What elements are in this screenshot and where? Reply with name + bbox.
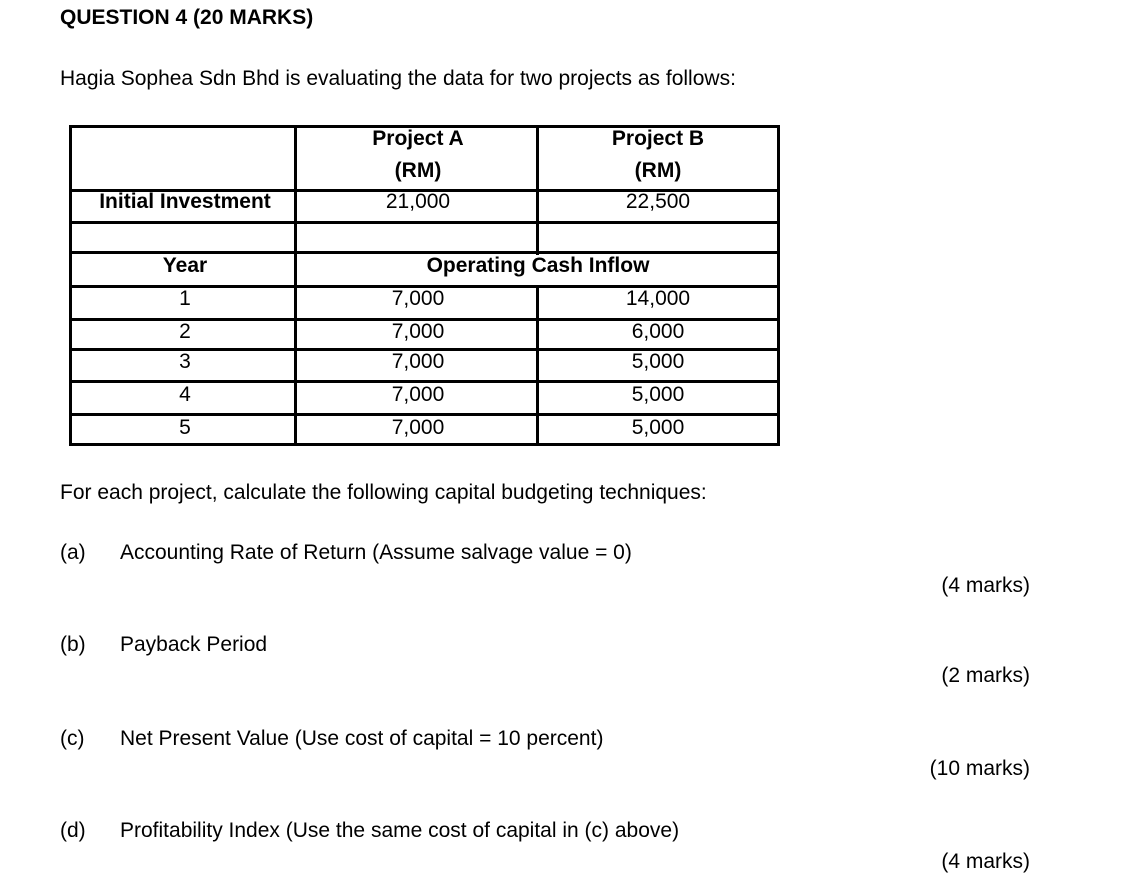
initial-investment-b: 22,500 — [625, 190, 691, 213]
question-title: QUESTION 4 (20 MARKS) — [60, 6, 314, 29]
cash-inflow-a: 7,000 — [391, 416, 445, 439]
part-c-marks: (10 marks) — [929, 757, 1030, 780]
cash-inflow-a: 7,000 — [391, 320, 445, 343]
year-cell: 5 — [179, 416, 191, 439]
instructions-text: For each project, calculate the following capital budgeting techniques: — [60, 481, 707, 504]
part-d-text: Profitability Index (Use the same cost of capital in (c) above) — [120, 819, 680, 842]
project-b-unit: (RM) — [634, 159, 682, 182]
cash-inflow-a: 7,000 — [391, 350, 445, 373]
question-intro: Hagia Sophea Sdn Bhd is evaluating the data for two projects as follows: — [60, 67, 736, 90]
cash-inflow-b: 6,000 — [631, 320, 685, 343]
part-d-marks: (4 marks) — [941, 850, 1030, 873]
part-b-marks: (2 marks) — [941, 664, 1030, 687]
cash-inflow-header: Operating Cash Inflow — [426, 254, 650, 277]
year-cell: 3 — [179, 350, 191, 373]
initial-investment-label: Initial Investment — [99, 190, 271, 213]
project-a-unit: (RM) — [394, 159, 442, 182]
project-b-header: Project B — [611, 127, 705, 150]
initial-investment-a: 21,000 — [385, 190, 451, 213]
part-a-marks: (4 marks) — [941, 574, 1030, 597]
cash-inflow-b: 5,000 — [631, 416, 685, 439]
part-b-text: Payback Period — [120, 633, 268, 656]
part-a-text: Accounting Rate of Return (Assume salvage value = 0) — [120, 541, 632, 564]
project-a-header: Project A — [372, 127, 464, 150]
part-b-label: (b) — [60, 633, 86, 656]
part-a-label: (a) — [60, 541, 86, 564]
cash-inflow-b: 14,000 — [625, 287, 691, 310]
year-header: Year — [162, 254, 208, 277]
cash-inflow-a: 7,000 — [391, 287, 445, 310]
year-cell: 4 — [179, 383, 191, 406]
part-c-label: (c) — [60, 727, 85, 750]
part-d-label: (d) — [60, 819, 86, 842]
year-cell: 1 — [179, 287, 191, 310]
cash-inflow-a: 7,000 — [391, 383, 445, 406]
part-c-text: Net Present Value (Use cost of capital = 10 percent) — [120, 727, 604, 750]
cash-inflow-b: 5,000 — [631, 350, 685, 373]
year-cell: 2 — [179, 320, 191, 343]
cash-inflow-b: 5,000 — [631, 383, 685, 406]
